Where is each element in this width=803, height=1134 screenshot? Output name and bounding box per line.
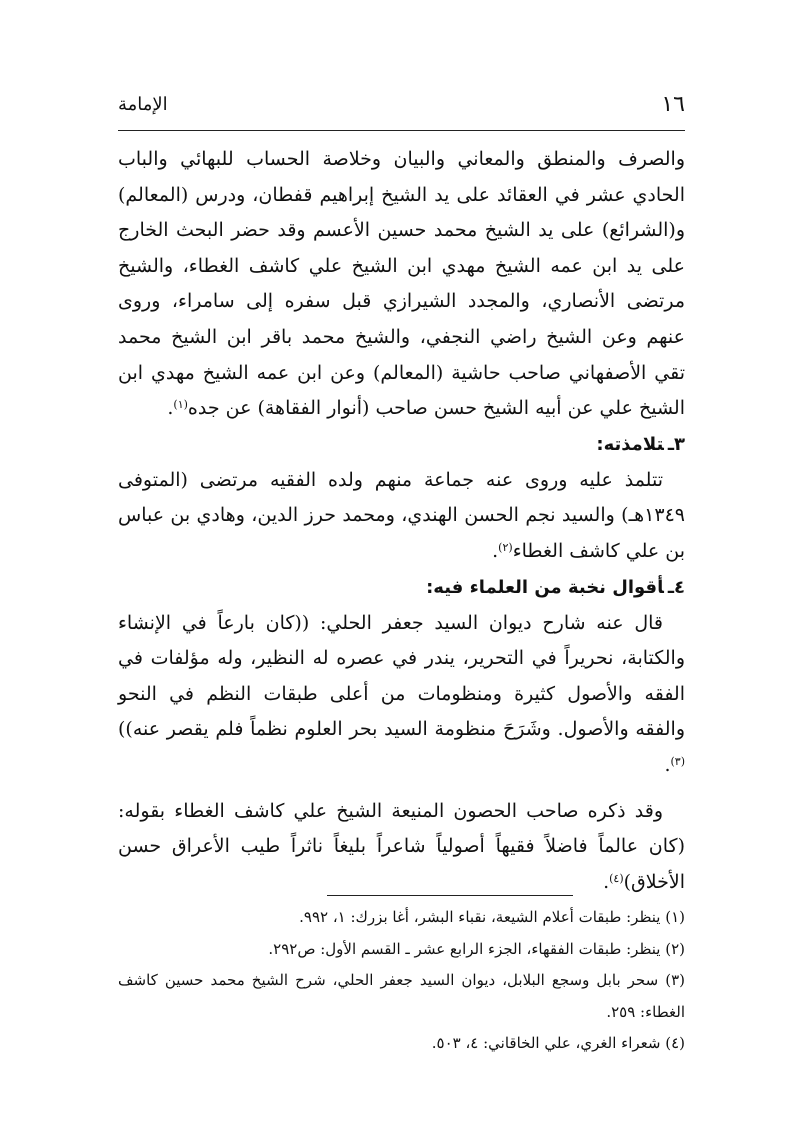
footnotes	[118, 902, 685, 1060]
paragraph-quote-husun	[118, 794, 685, 901]
paragraph-end: .	[492, 539, 499, 562]
running-title: الإمامة	[118, 93, 168, 115]
section-title: أقوال نخبة من العلماء فيه:	[426, 576, 664, 598]
footnote-item: (٣) سحر بابل وسجع البلابل، ديوان السيد جعفر الحلي، شرح الشيخ محمد حسين كاشف الغطاء: ٢٥٩.	[118, 971, 685, 1021]
paragraph-quote-hilli	[118, 606, 685, 784]
footnote-separator	[327, 895, 573, 896]
section-number: ٣ـ	[667, 433, 685, 455]
footnote-item: (٢) ينظر: طبقات الفقهاء، الجزء الرابع عشر ـ القسم الأول: ص٢٩٢.	[268, 939, 685, 958]
paragraph-end: .	[664, 753, 671, 776]
footnote-ref: (٢)	[498, 540, 513, 554]
section-heading-students	[118, 427, 685, 463]
footnote-ref: (١)	[173, 398, 188, 412]
footnote-ref: (٣)	[670, 754, 685, 768]
footnote-item: (٤) شعراء الغري، علي الخاقاني: ٤، ٥٠٣.	[431, 1034, 685, 1052]
paragraph-text: قال عنه شارح ديوان السيد جعفر الحلي: ((كان بارعاً في الإنشاء والكتابة، نحريراً في التحرير، يندر في عصره له النظير، وله مؤلفات في الفقه والأصول كثيرة ومنظومات من أعلى طبقات النظم في النحو والفقه والأصول. وشَرَحَ منظومة السيد بحر العلوم نظماً فلم يقصر عنه))	[118, 611, 685, 741]
paragraph-text: تتلمذ عليه وروى عنه جماعة منهم ولده الفقيه مرتضى (المتوفى ١٣٤٩هـ) والسيد نجم الحسن الهندي، ومحمد حرز الدين، وهادي بن عباس بن علي كاشف الغطاء	[118, 468, 685, 562]
page-number: ١٦	[661, 91, 685, 117]
page-header	[118, 82, 685, 126]
footnote-item: (١) ينظر: طبقات أعلام الشيعة، نقباء البشر، أغا بزرك: ١، ٩٩٢.	[299, 908, 685, 926]
paragraph-teachers	[118, 142, 685, 427]
section-heading-scholars	[118, 570, 685, 606]
paragraph-students	[118, 463, 685, 570]
footnote-ref: (٤)	[609, 871, 624, 885]
paragraph-gap	[118, 784, 685, 794]
header-rule	[118, 130, 685, 131]
section-title: تلامذته:	[596, 433, 664, 455]
paragraph-text: والصرف والمنطق والمعاني والبيان وخلاصة الحساب للبهائي والباب الحادي عشر في العقائد على يد الشيخ إبراهيم قفطان، ودرس (المعالم) و(الشرائع) على يد الشيخ محمد حسين الأعسم وقد حضر البحث الخارج على يد ابن عمه الشيخ مهدي ابن الشيخ علي كاشف الغطاء، والشيخ مرتضى الأنصاري، والمجدد الشيرازي قبل سفره إلى سامراء، وروى عنهم وعن الشيخ راضي النجفي، والشيخ محمد باقر ابن الشيخ محمد تقي الأصفهاني صاحب حاشية (المعالم) وعن ابن عمه الشيخ مهدي ابن الشيخ علي عن أبيه الشيخ حسن صاحب (أنوار الفقاهة) عن جده	[118, 148, 685, 420]
section-number: ٤ـ	[667, 576, 685, 598]
paragraph-end: .	[603, 870, 610, 893]
paragraph-text: وقد ذكره صاحب الحصون المنيعة الشيخ علي كاشف الغطاء بقوله: (كان عالماً فاضلاً فقيهاً أصولياً شاعراً بليغاً ناثراً طيب الأعراق حسن الأخلاق)	[118, 799, 685, 893]
main-text	[118, 142, 685, 900]
paragraph-end: .	[167, 397, 174, 420]
